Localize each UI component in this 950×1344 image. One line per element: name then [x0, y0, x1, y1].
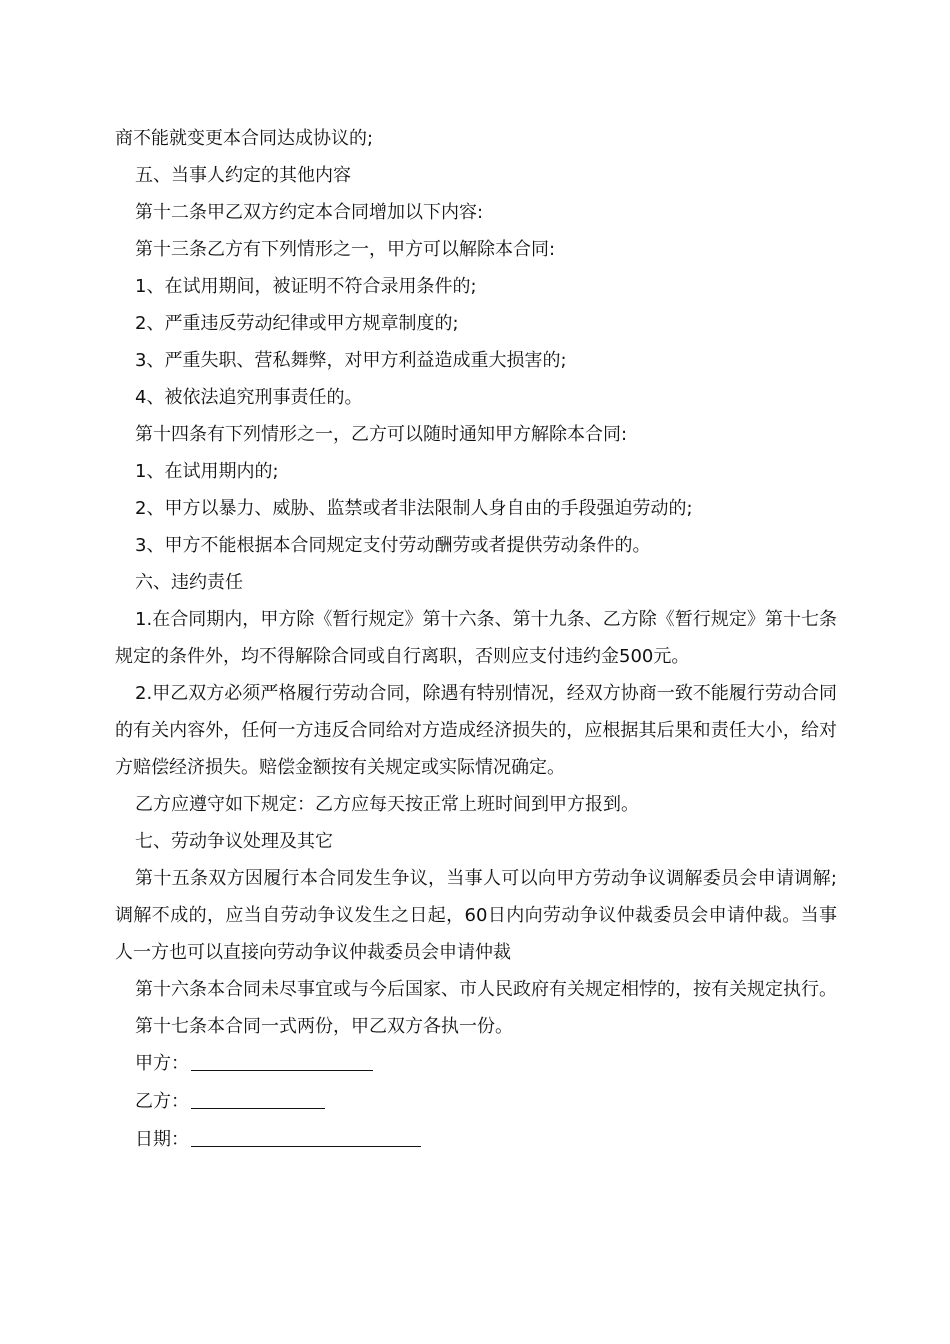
article-15: 第十五条双方因履行本合同发生争议，当事人可以向甲方劳动争议调解委员会申请调解;调解不成的，应当自劳动争议发生之日起，60日内向劳动争议仲裁委员会申请仲裁。当事人一方也可以直接向劳动争议仲裁委员会申请仲裁 — [115, 868, 837, 963]
section-heading-5: 五、当事人约定的其他内容 — [135, 165, 351, 186]
article-14-item-1: 1、在试用期内的; — [135, 461, 279, 482]
date-label: 日期： — [135, 1129, 189, 1150]
article-13: 第十三条乙方有下列情形之一，甲方可以解除本合同: — [135, 239, 556, 260]
party-b-label: 乙方： — [135, 1091, 189, 1112]
article-12: 第十二条甲乙双方约定本合同增加以下内容: — [135, 202, 484, 223]
paragraph-continuation: 商不能就变更本合同达成协议的; — [115, 128, 374, 149]
liability-clause-1: 1.在合同期内，甲方除《暂行规定》第十六条、第十九条、乙方除《暂行规定》第十七条规定的条件外，均不得解除合同或自行离职，否则应支付违约金500元。 — [115, 609, 837, 667]
section-heading-7: 七、劳动争议处理及其它 — [135, 831, 333, 852]
signature-date — [115, 1121, 837, 1159]
article-14-item-3: 3、甲方不能根据本合同规定支付劳动酬劳或者提供劳动条件的。 — [135, 535, 651, 556]
party-a-signature-line[interactable] — [191, 1052, 373, 1071]
document-body — [115, 120, 837, 1159]
article-13-item-2: 2、严重违反劳动纪律或甲方规章制度的; — [135, 313, 459, 334]
article-14-item-2: 2、甲方以暴力、威胁、监禁或者非法限制人身自由的手段强迫劳动的; — [135, 498, 693, 519]
article-14: 第十四条有下列情形之一，乙方可以随时通知甲方解除本合同: — [135, 424, 628, 445]
article-13-item-3: 3、严重失职、营私舞弊，对甲方利益造成重大损害的; — [135, 350, 567, 371]
party-a-label: 甲方： — [135, 1053, 189, 1074]
date-signature-line[interactable] — [191, 1128, 421, 1147]
article-13-item-1: 1、在试用期间，被证明不符合录用条件的; — [135, 276, 477, 297]
article-13-item-4: 4、被依法追究刑事责任的。 — [135, 387, 363, 408]
attendance-rule: 乙方应遵守如下规定：乙方应每天按正常上班时间到甲方报到。 — [135, 794, 639, 815]
signature-party-a — [115, 1045, 837, 1083]
party-b-signature-line[interactable] — [191, 1090, 325, 1109]
article-16: 第十六条本合同未尽事宜或与今后国家、市人民政府有关规定相悖的，按有关规定执行。 — [135, 979, 837, 1000]
article-17: 第十七条本合同一式两份，甲乙双方各执一份。 — [135, 1016, 513, 1037]
section-heading-6: 六、违约责任 — [135, 572, 243, 593]
liability-clause-2: 2.甲乙双方必须严格履行劳动合同，除遇有特别情况，经双方协商一致不能履行劳动合同的有关内容外，任何一方违反合同给对方造成经济损失的，应根据其后果和责任大小，给对方赔偿经济损失。赔偿金额按有关规定或实际情况确定。 — [115, 683, 837, 778]
signature-party-b — [115, 1083, 837, 1121]
